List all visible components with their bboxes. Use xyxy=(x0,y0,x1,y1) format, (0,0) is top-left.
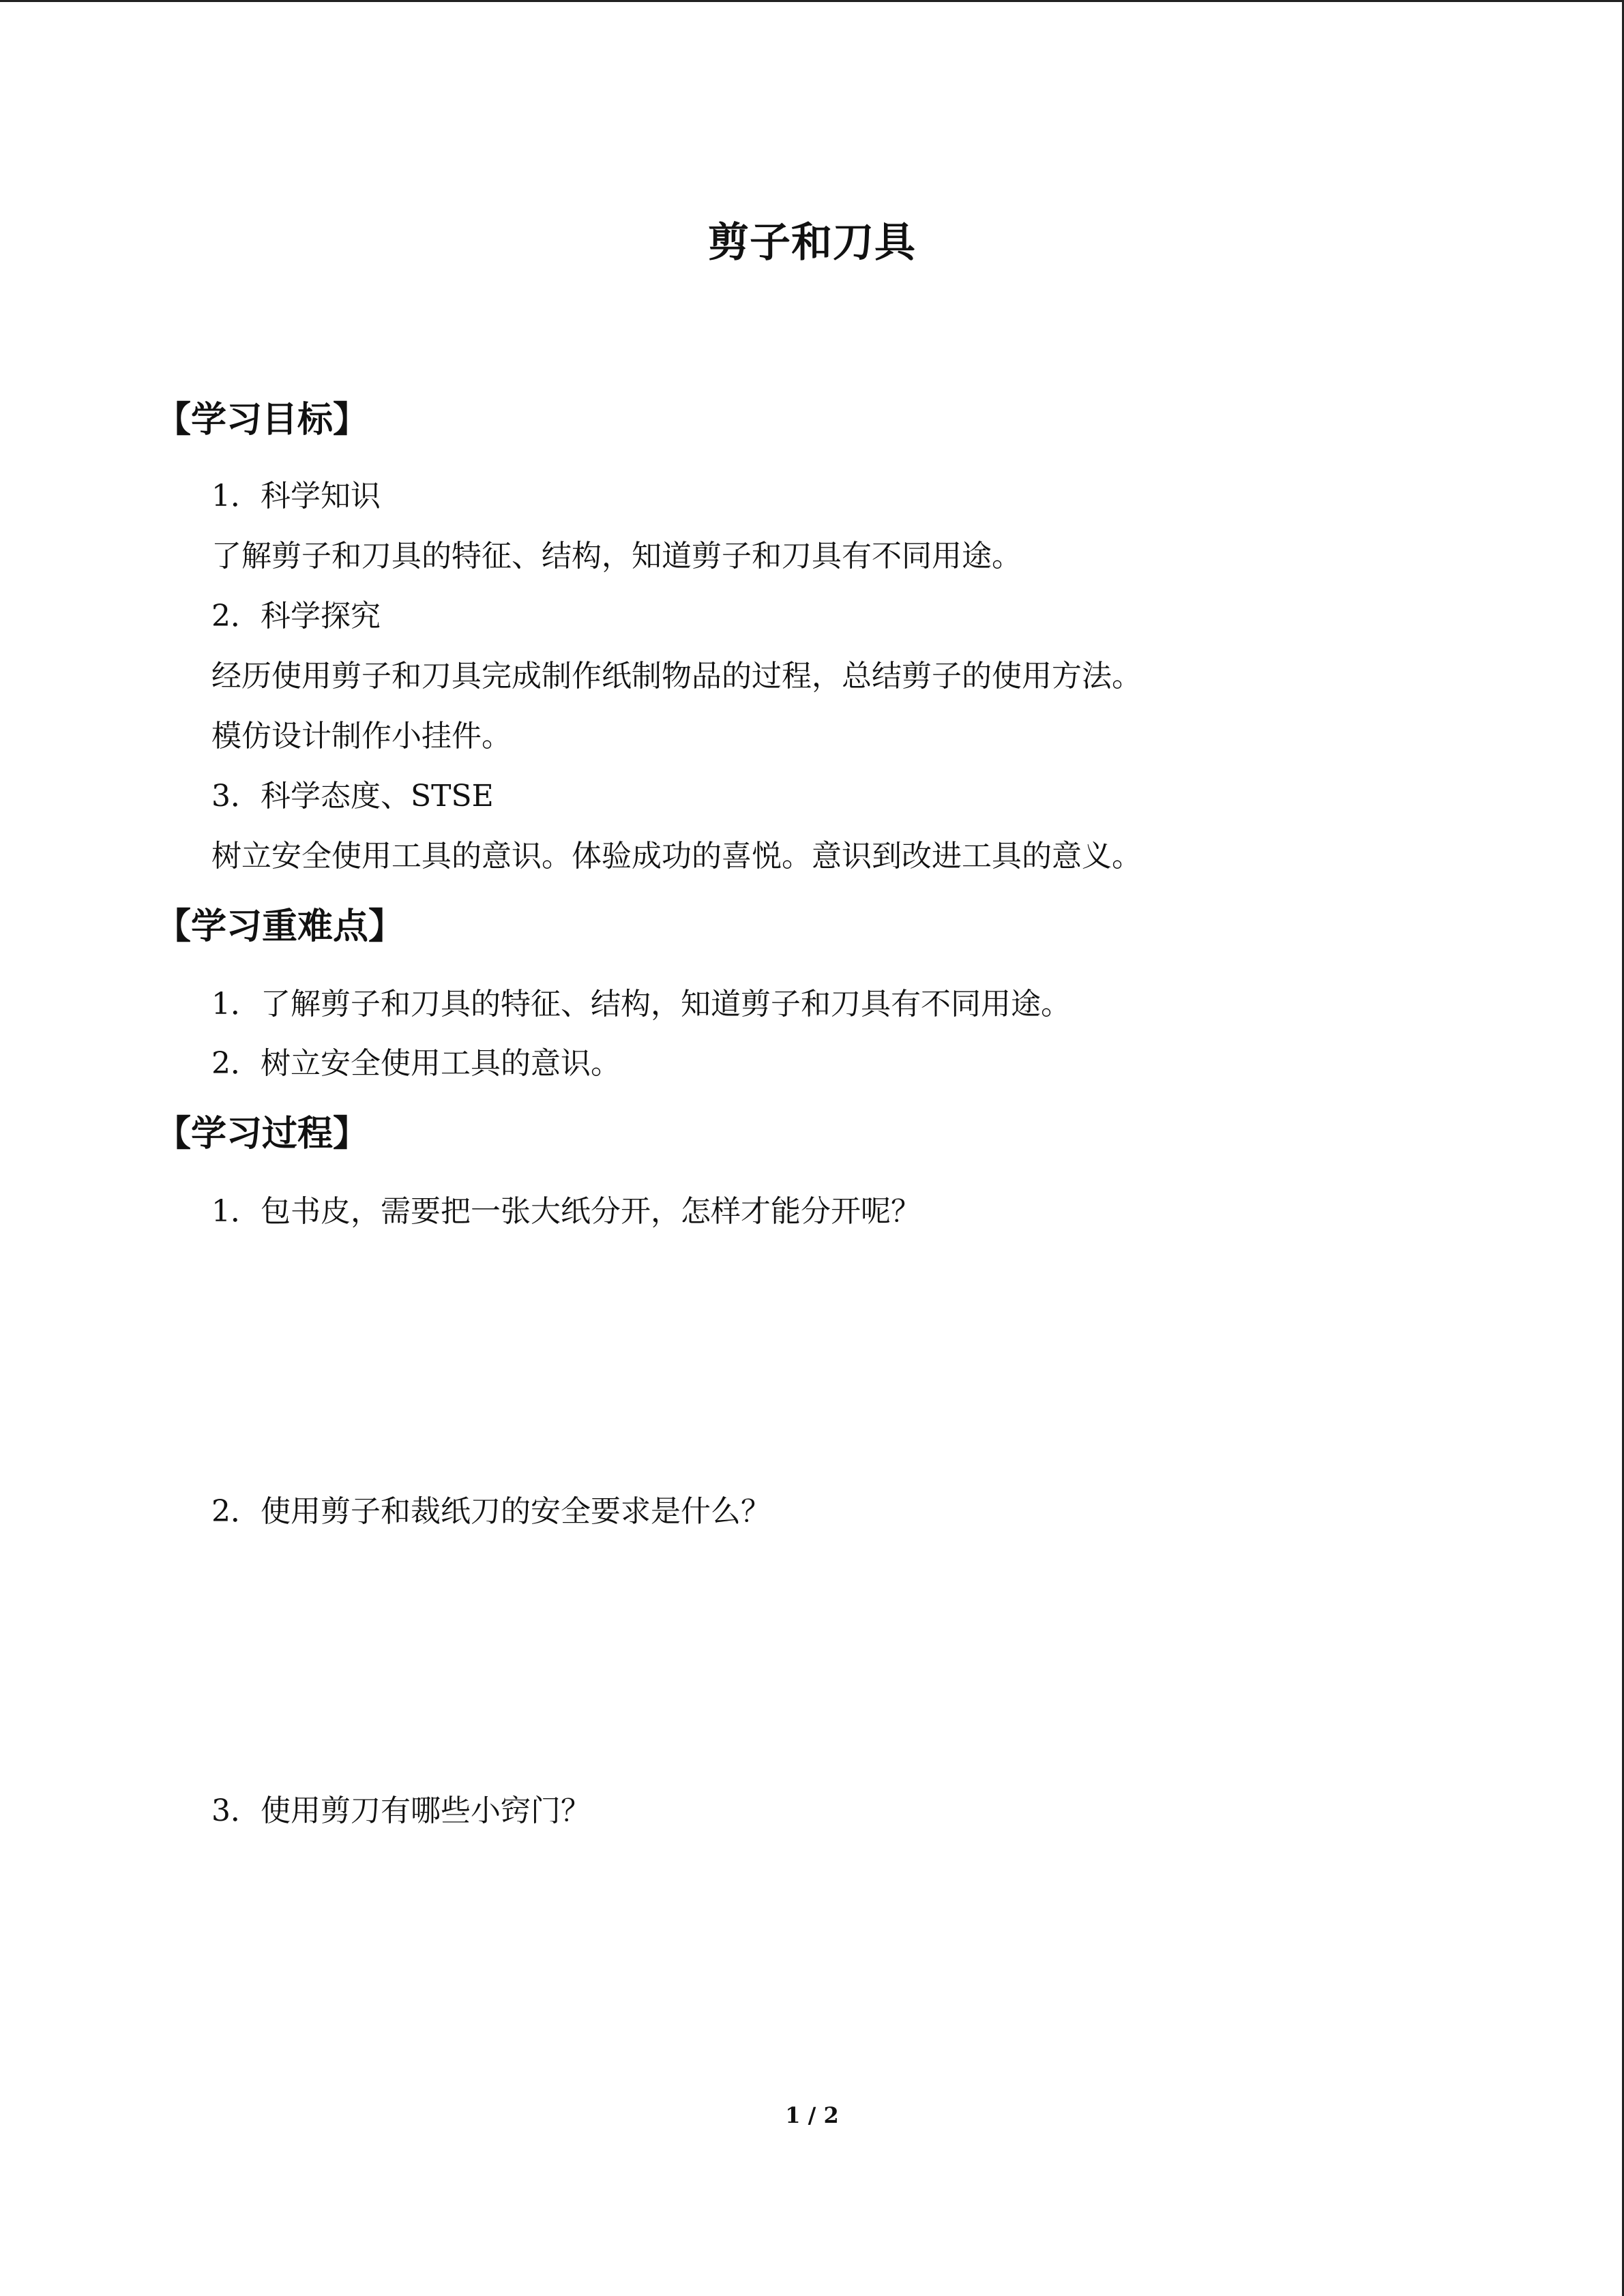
process-question: 3．使用剪刀有哪些小窍门？ xyxy=(211,1793,591,1828)
objective-3-text: 树立安全使用工具的意识。体验成功的喜悦。意识到改进工具的意义。 xyxy=(211,839,1142,874)
process-question: 1．包书皮，需要把一张大纸分开，怎样才能分开呢？ xyxy=(211,1194,921,1229)
objective-2-text-a: 经历使用剪子和刀具完成制作纸制物品的过程，总结剪子的使用方法。 xyxy=(211,659,1142,694)
page-number: 1 / 2 xyxy=(785,2102,839,2128)
section-heading-process: 【学习过程】 xyxy=(156,1114,369,1154)
objective-1-text: 了解剪子和刀具的特征、结构，知道剪子和刀具有不同用途。 xyxy=(211,539,1022,573)
process-question: 2．使用剪子和裁纸刀的安全要求是什么？ xyxy=(211,1494,771,1529)
key-point-item: 1．了解剪子和刀具的特征、结构，知道剪子和刀具有不同用途。 xyxy=(211,987,1071,1022)
key-point-item: 2．树立安全使用工具的意识。 xyxy=(211,1046,621,1081)
objective-3-label: 3．科学态度、STSE xyxy=(211,779,494,814)
section-heading-objectives: 【学习目标】 xyxy=(156,400,369,441)
section-heading-key-points: 【学习重难点】 xyxy=(156,906,404,947)
objective-1-label: 1．科学知识 xyxy=(211,479,381,513)
objective-2-text-b: 模仿设计制作小挂件。 xyxy=(211,719,512,754)
page-title: 剪子和刀具 xyxy=(708,219,916,267)
objective-2-label: 2．科学探究 xyxy=(211,599,381,633)
